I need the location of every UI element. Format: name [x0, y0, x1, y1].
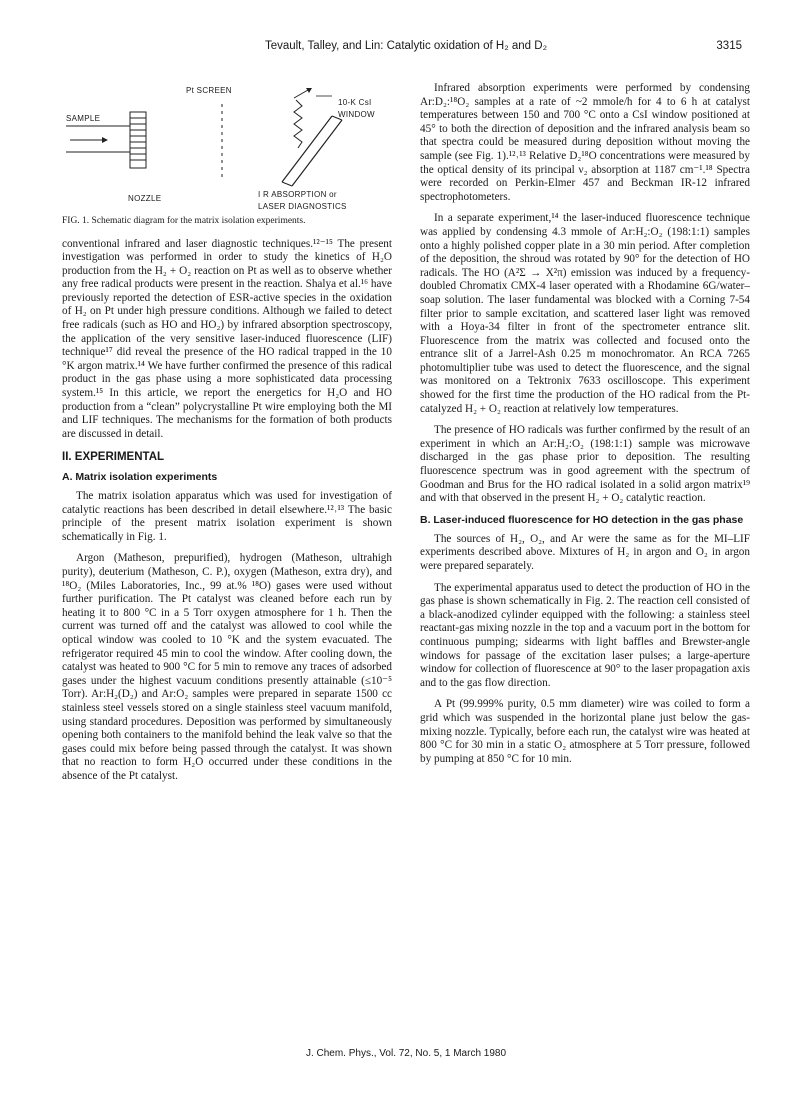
- paragraph: The experimental apparatus used to detect the production of HO in the gas phase is shown schematically in Fig. 2. The reaction cell consisted of a black-anodized cylinder equipped with the following: a stainless steel reactant-gas mixing nozzle in the top and a vacuum port in the bottom for continuous pumping; sidearms with light baffles and Brewster-angle windows for passage of the excitation laser pulses; a large-aperture window for collection of fluorescence at 90° to the laser propagation axis and to the gas flow direction.: [420, 581, 750, 689]
- label-ir-absorption: I R ABSORPTION or: [258, 190, 337, 199]
- label-sample: SAMPLE: [66, 114, 101, 123]
- paragraph: In a separate experiment,¹⁴ the laser-induced fluorescence technique was applied by condensing 4.3 mmole of Ar:H₂:O₂ (198:1:1) samples onto a highly polished copper plate in a 30 min period. After completion of the deposition, the shroud was rotated by 90° for the detection of HO radicals. The HO (A²Σ → X²π) emission was induced by a frequency-doubled Chromatix CMX-4 laser operated with a Rhodamine 6G/water–soap solution. The laser fundamental was blocked with a Corning 7-54 filter prior to sample excitation, and scattered laser light was removed with a Hoya-34 filter in front of the spectrometer entrance slit. Fluorescence from the matrix was collected and focused onto the entrance slit of a Jarrel-Ash 0.25 m monochromator. An RCA 7265 photomultiplier tube was used to detect the fluorescence, and the signal was monitored on a Tektronix 7633 oscilloscope. This experiment showed for the first time the production of the HO radical from the Pt-catalyzed H₂ + O₂ reaction at relatively low temperatures.: [420, 212, 750, 415]
- journal-footer: J. Chem. Phys., Vol. 72, No. 5, 1 March 1980: [305, 1048, 507, 1059]
- label-nozzle: NOZZLE: [128, 194, 162, 203]
- figure-1: [62, 82, 392, 210]
- left-column: [62, 82, 392, 791]
- paragraph: The presence of HO radicals was further confirmed by the result of an experiment in which an Ar:H₂:O₂ (198:1:1) sample was microwave discharged in the gas phase prior to deposition. The resulting fluorescence spectrum was in good agreement with the spectrum of Goodman and Brus for the HO radical isolated in a solid argon matrix¹⁹ and with that observed in the present H₂ + O₂ catalytic reaction.: [420, 424, 750, 505]
- paragraph: A Pt (99.999% purity, 0.5 mm diameter) wire was coiled to form a grid which was suspended in the horizontal plane just below the gas-mixing nozzle. Typically, before each run, the catalyst wire was heated at 800 °C for 30 min in a static O₂ atmosphere at 5 Torr pressure, followed by pumping at 850 °C for 10 min.: [420, 698, 750, 765]
- label-csi: 10-K CsI: [338, 98, 372, 107]
- paragraph: Infrared absorption experiments were performed by condensing Ar:D₂:¹⁸O₂ samples at a rate of ~2 mmole/h for 4 to 6 h at catalyst temperatures between 150 and 700 °C onto a CsI window positioned at 45° to both the direction of deposition and the infrared analysis beam so that spectra could be measured during deposition without moving the sample (see Fig. 1).¹²˒¹³ Relative D₂¹⁸O concentrations were measured by the optical density of its principal ν₂ absorption at 1187 cm⁻¹.¹⁸ Spectra were recorded on Perkin-Elmer 457 and Beckman IR-12 infrared spectrophotometers.: [420, 82, 750, 203]
- subsection-heading: B. Laser-induced fluorescence for HO detection in the gas phase: [420, 513, 744, 526]
- paragraph: conventional infrared and laser diagnostic techniques.¹²⁻¹⁵ The present investigation was performed in order to study the kinetics of H₂O production from the H₂ + O₂ reaction on Pt as well as to observe whether any free radical products were present in the reaction. Shalya et al.¹⁶ have previously reported the detection of ESR-active species in the oxidation of H₂ on Pt under high pressure conditions. Although we failed to detect free radicals (such as HO and HO₂) by infrared absorption spectroscopy, the application of the very sensitive laser-induced fluorescence (LIF) technique¹⁷ did reveal the presence of the HO radical trapped in the 10 °K argon matrix.¹⁴ We have further confirmed the presence of this radical product in the gas phase using a more sophisticated data processing system.¹⁵ In this article, we report the energetics for H₂O and HO production from a “clean” polycrystalline Pt wire employing both the MI and LIF techniques. The mechanisms for the formation of both products are discussed in detail.: [62, 237, 392, 440]
- label-window: WINDOW: [338, 110, 375, 119]
- label-laser-diagnostics: LASER DIAGNOSTICS: [258, 202, 347, 211]
- label-pt-screen: Pt SCREEN: [186, 86, 232, 95]
- section-heading: II. EXPERIMENTAL: [62, 451, 165, 464]
- paragraph: The sources of H₂, O₂, and Ar were the same as for the MI–LIF experiments described above. Mixtures of H₂ in argon and O₂ in argon were prepared separately.: [420, 532, 750, 572]
- paragraph: The matrix isolation apparatus which was used for investigation of catalytic reactions has been described in detail elsewhere.¹²˒¹³ The basic principle of the present matrix isolation experiment is shown schematically in Fig. 1.: [62, 490, 392, 543]
- running-header: [0, 40, 812, 56]
- running-title: Tevault, Talley, and Lin: Catalytic oxidation of H₂ and D₂: [264, 40, 548, 52]
- right-column: [420, 82, 750, 774]
- figure-1-caption: FIG. 1. Schematic diagram for the matrix isolation experiments.: [62, 216, 306, 226]
- paragraph: Argon (Matheson, prepurified), hydrogen (Matheson, ultrahigh purity), deuterium (Matheson, C. P.), oxygen (Matheson, extra dry), and ¹⁸O₂ (Miles Laboratories, Inc., 99 at.% ¹⁸O) gases were used without further purification. The Pt catalyst was cleaned before each run by heating it to 800 °C in a 5 Torr oxygen atmosphere for 1 h. Then the current was turned off and the catalyst was allowed to cool while the optical window was cooled to 10 °K and the system evacuated. The refrigerator required 45 min to cool the window. After cooling down, the catalyst was heated to 900 °C for 5 min to remove any traces of adsorbed gases under the highest vacuum conditions presently attainable (≤10⁻⁵ Torr). Ar:H₂(D₂) and Ar:O₂ samples were prepared in separate 1500 cc stainless steel vessels stored on a single stainless steel vacuum manifold, using standard procedures. Deposition was performed by simultaneously opening both containers to the manifold behind the leak valve so that the gases could mix before being passed through the catalyst. It was shown that no reaction to form H₂O occurred under these conditions in the absence of the Pt catalyst.: [62, 552, 392, 782]
- subsection-heading: A. Matrix isolation experiments: [62, 471, 218, 483]
- page-number: 3315: [716, 40, 742, 52]
